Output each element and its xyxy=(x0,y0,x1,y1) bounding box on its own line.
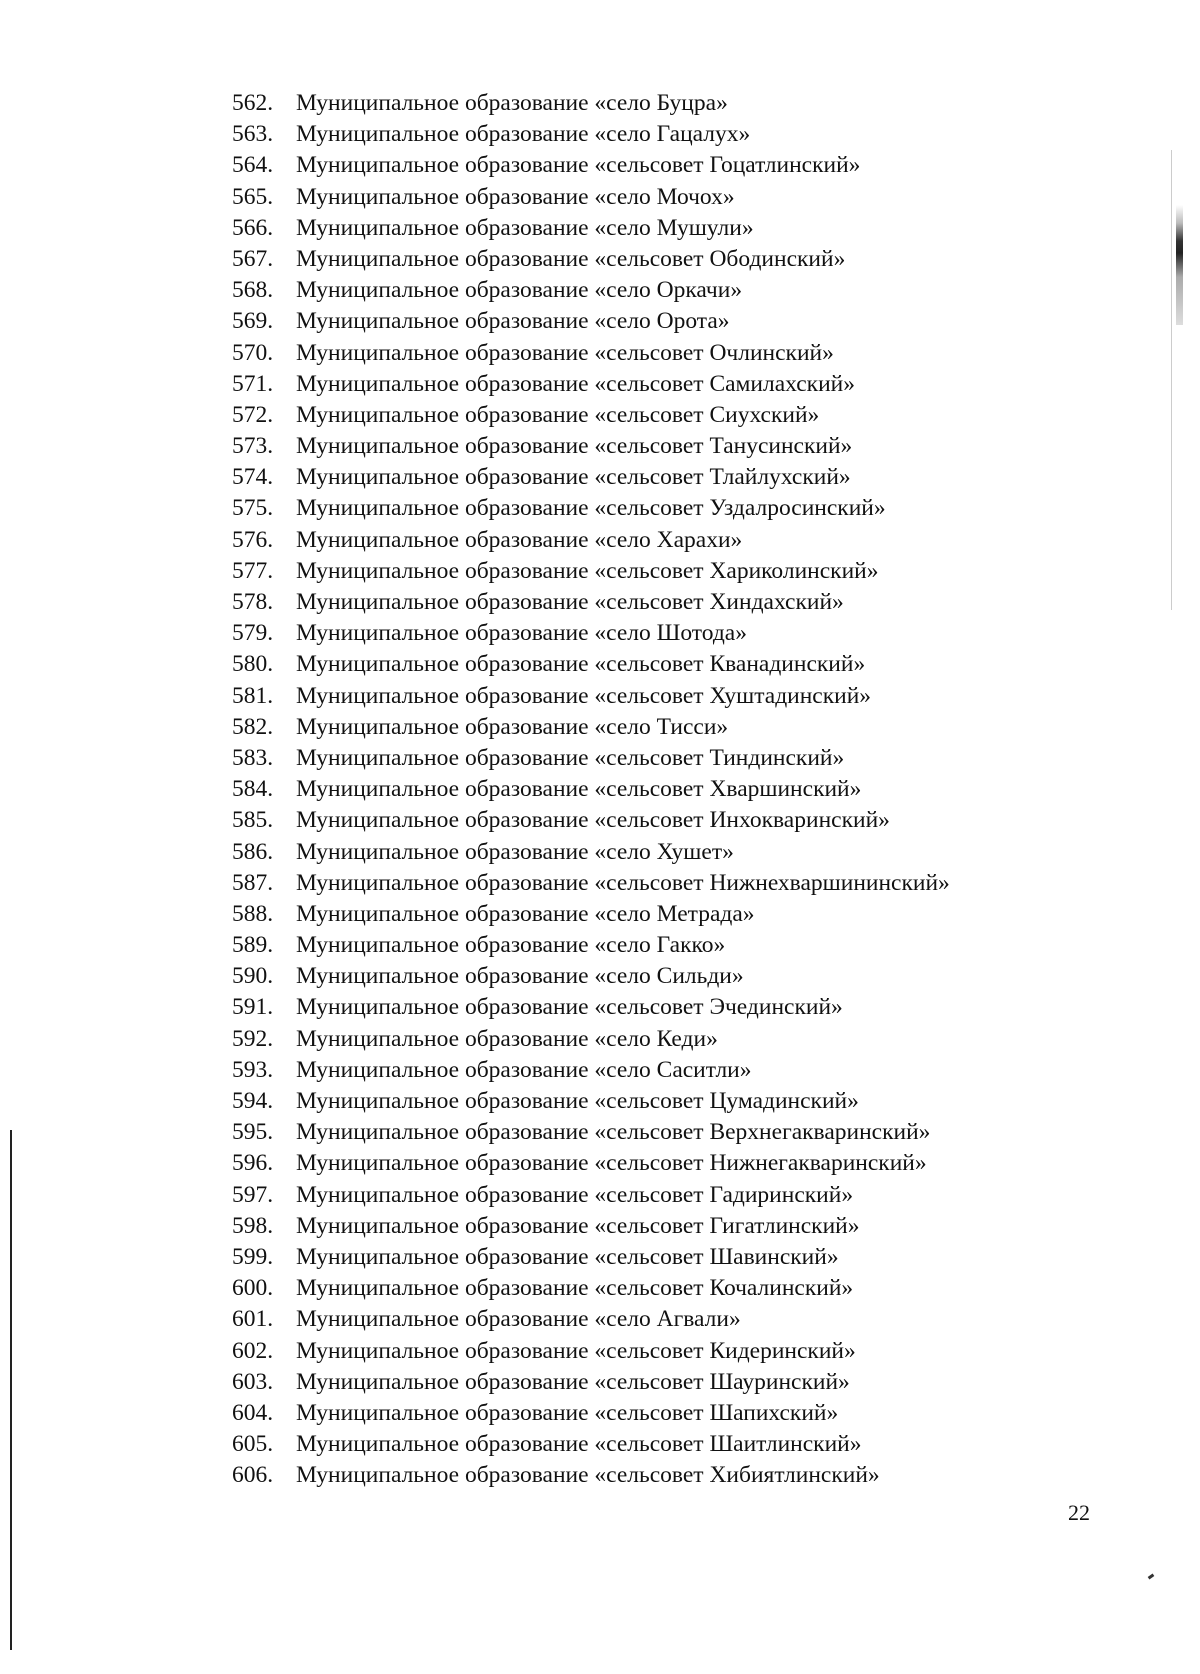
list-item xyxy=(232,649,950,680)
list-item-number: 567. xyxy=(232,245,274,272)
list-item-number: 570. xyxy=(232,339,274,366)
list-item-number: 563. xyxy=(232,121,274,148)
list-item xyxy=(232,1336,950,1367)
list-item-text: Муниципальное образование «село Мочох» xyxy=(296,183,735,210)
list-item-text: Муниципальное образование «сельсовет Самилахский» xyxy=(296,370,855,397)
list-item xyxy=(232,556,950,587)
list-item-number: 579. xyxy=(232,620,274,647)
list-item xyxy=(232,1117,950,1148)
list-item-number: 588. xyxy=(232,900,274,927)
list-item-text: Муниципальное образование «сельсовет Кидеринский» xyxy=(296,1337,856,1364)
list-item-text: Муниципальное образование «село Шотода» xyxy=(296,620,747,647)
list-item-text: Муниципальное образование «сельсовет Хариколинский» xyxy=(296,557,879,584)
list-item xyxy=(232,681,950,712)
list-item xyxy=(232,244,950,275)
list-item-text: Муниципальное образование «сельсовет Очлинский» xyxy=(296,339,834,366)
list-item-number: 599. xyxy=(232,1243,274,1270)
list-item-number: 604. xyxy=(232,1399,274,1426)
list-item-text: Муниципальное образование «сельсовет Сиухский» xyxy=(296,401,820,428)
list-item-text: Муниципальное образование «село Гакко» xyxy=(296,932,726,959)
list-item-number: 580. xyxy=(232,651,274,678)
list-item-text: Муниципальное образование «село Сильди» xyxy=(296,963,744,990)
list-item xyxy=(232,525,950,556)
list-item-number: 582. xyxy=(232,713,274,740)
list-item-text: Муниципальное образование «село Тисси» xyxy=(296,713,729,740)
list-item-text: Муниципальное образование «село Харахи» xyxy=(296,526,743,553)
list-item-number: 586. xyxy=(232,838,274,865)
list-item-number: 583. xyxy=(232,744,274,771)
list-item-number: 602. xyxy=(232,1337,274,1364)
scan-edge-line-left xyxy=(10,1130,12,1650)
list-item-text: Муниципальное образование «село Метрада» xyxy=(296,900,755,927)
list-item xyxy=(232,837,950,868)
list-item-number: 596. xyxy=(232,1150,274,1177)
list-item-number: 581. xyxy=(232,682,274,709)
list-item-text: Муниципальное образование «сельсовет Гоцатлинский» xyxy=(296,152,861,179)
list-item-text: Муниципальное образование «сельсовет Тлайлухский» xyxy=(296,464,851,491)
list-item-number: 600. xyxy=(232,1275,274,1302)
list-item-text: Муниципальное образование «село Оркачи» xyxy=(296,277,743,304)
list-item xyxy=(232,899,950,930)
list-item-number: 587. xyxy=(232,869,274,896)
list-item xyxy=(232,400,950,431)
list-item xyxy=(232,369,950,400)
list-item-text: Муниципальное образование «село Саситли» xyxy=(296,1056,752,1083)
list-item xyxy=(232,88,950,119)
list-item-text: Муниципальное образование «сельсовет Шауринский» xyxy=(296,1368,850,1395)
list-item xyxy=(232,1180,950,1211)
list-item-number: 595. xyxy=(232,1119,274,1146)
scan-edge-line-right xyxy=(1171,150,1172,610)
list-item-text: Муниципальное образование «село Буцра» xyxy=(296,90,728,116)
list-item-number: 592. xyxy=(232,1025,274,1052)
list-item-number: 576. xyxy=(232,526,274,553)
scan-artifact-dot xyxy=(1148,1574,1155,1580)
list-item-number: 593. xyxy=(232,1056,274,1083)
list-item xyxy=(232,431,950,462)
municipality-list xyxy=(232,88,950,1491)
list-item-number: 584. xyxy=(232,776,274,803)
list-item-text: Муниципальное образование «сельсовет Нижнехваршининский» xyxy=(296,869,950,896)
list-item-text: Муниципальное образование «сельсовет Эчединский» xyxy=(296,994,843,1021)
list-item-number: 568. xyxy=(232,277,274,304)
list-item-text: Муниципальное образование «сельсовет Уздалросинский» xyxy=(296,495,886,522)
list-item-text: Муниципальное образование «сельсовет Хуштадинский» xyxy=(296,682,872,709)
list-item-text: Муниципальное образование «село Кеди» xyxy=(296,1025,718,1052)
list-item-text: Муниципальное образование «сельсовет Танусинский» xyxy=(296,433,853,460)
list-item-number: 578. xyxy=(232,589,274,615)
list-item xyxy=(232,774,950,805)
list-item-text: Муниципальное образование «сельсовет Хиндахский» xyxy=(296,589,844,615)
list-item xyxy=(232,1055,950,1086)
list-item xyxy=(232,1429,950,1460)
list-item xyxy=(232,1460,950,1491)
list-item-number: 572. xyxy=(232,401,274,428)
list-item-text: Муниципальное образование «село Гацалух» xyxy=(296,121,751,148)
list-item xyxy=(232,587,950,618)
list-item-number: 594. xyxy=(232,1088,274,1114)
list-item-text: Муниципальное образование «сельсовет Ободинский» xyxy=(296,245,846,272)
list-item xyxy=(232,275,950,306)
list-item-number: 591. xyxy=(232,994,274,1021)
list-item-text: Муниципальное образование «село Мушули» xyxy=(296,214,754,241)
list-item-number: 606. xyxy=(232,1462,274,1489)
list-item-text: Муниципальное образование «сельсовет Кочалинский» xyxy=(296,1275,854,1302)
list-item-number: 589. xyxy=(232,932,274,959)
list-item-number: 573. xyxy=(232,433,274,460)
list-item xyxy=(232,961,950,992)
list-item xyxy=(232,868,950,899)
list-item-text: Муниципальное образование «село Хушет» xyxy=(296,838,734,865)
list-item xyxy=(232,1242,950,1273)
list-item xyxy=(232,1398,950,1429)
list-item-text: Муниципальное образование «сельсовет Цумадинский» xyxy=(296,1088,859,1114)
list-item-number: 601. xyxy=(232,1306,274,1333)
list-item xyxy=(232,805,950,836)
list-item xyxy=(232,462,950,493)
list-item xyxy=(232,1086,950,1117)
list-item xyxy=(232,1024,950,1055)
list-item xyxy=(232,743,950,774)
list-item xyxy=(232,992,950,1023)
scan-artifact-mark xyxy=(1176,205,1183,325)
list-item xyxy=(232,182,950,213)
list-item-number: 574. xyxy=(232,464,274,491)
list-item-number: 585. xyxy=(232,807,274,834)
list-item-text: Муниципальное образование «село Агвали» xyxy=(296,1306,741,1333)
list-item-text: Муниципальное образование «сельсовет Шапихский» xyxy=(296,1399,839,1426)
list-item-number: 598. xyxy=(232,1212,274,1239)
list-item-text: Муниципальное образование «сельсовет Инхокваринский» xyxy=(296,807,890,834)
list-item-number: 562. xyxy=(232,90,274,116)
list-item xyxy=(232,213,950,244)
list-item xyxy=(232,119,950,150)
list-item xyxy=(232,1211,950,1242)
list-item xyxy=(232,493,950,524)
list-item-text: Муниципальное образование «сельсовет Шаитлинский» xyxy=(296,1431,862,1458)
list-item-text: Муниципальное образование «сельсовет Нижнегакваринский» xyxy=(296,1150,927,1177)
list-item xyxy=(232,712,950,743)
list-item-text: Муниципальное образование «сельсовет Верхнегакваринский» xyxy=(296,1119,931,1146)
list-item-text: Муниципальное образование «сельсовет Тиндинский» xyxy=(296,744,845,771)
list-item xyxy=(232,618,950,649)
list-item-number: 575. xyxy=(232,495,274,522)
list-item xyxy=(232,1304,950,1335)
list-item xyxy=(232,1273,950,1304)
list-item-text: Муниципальное образование «сельсовет Кванадинский» xyxy=(296,651,866,678)
list-item-number: 603. xyxy=(232,1368,274,1395)
list-item-text: Муниципальное образование «село Орота» xyxy=(296,308,730,335)
list-item-text: Муниципальное образование «сельсовет Шавинский» xyxy=(296,1243,839,1270)
list-item xyxy=(232,1148,950,1179)
list-item-number: 566. xyxy=(232,214,274,241)
list-item-number: 565. xyxy=(232,183,274,210)
list-item-text: Муниципальное образование «сельсовет Гигатлинский» xyxy=(296,1212,860,1239)
list-item xyxy=(232,930,950,961)
list-item xyxy=(232,1367,950,1398)
list-item-number: 590. xyxy=(232,963,274,990)
list-item-text: Муниципальное образование «сельсовет Хибиятлинский» xyxy=(296,1462,880,1489)
list-item-text: Муниципальное образование «сельсовет Гадиринский» xyxy=(296,1181,854,1208)
list-item-text: Муниципальное образование «сельсовет Хваршинский» xyxy=(296,776,862,803)
list-item-number: 577. xyxy=(232,557,274,584)
page-number: 22 xyxy=(1068,1500,1090,1525)
list-item xyxy=(232,338,950,369)
list-item xyxy=(232,306,950,337)
list-item-number: 569. xyxy=(232,308,274,335)
list-item-number: 571. xyxy=(232,370,274,397)
list-item-number: 597. xyxy=(232,1181,274,1208)
list-item-number: 605. xyxy=(232,1431,274,1458)
list-item-number: 564. xyxy=(232,152,274,179)
list-item xyxy=(232,150,950,181)
